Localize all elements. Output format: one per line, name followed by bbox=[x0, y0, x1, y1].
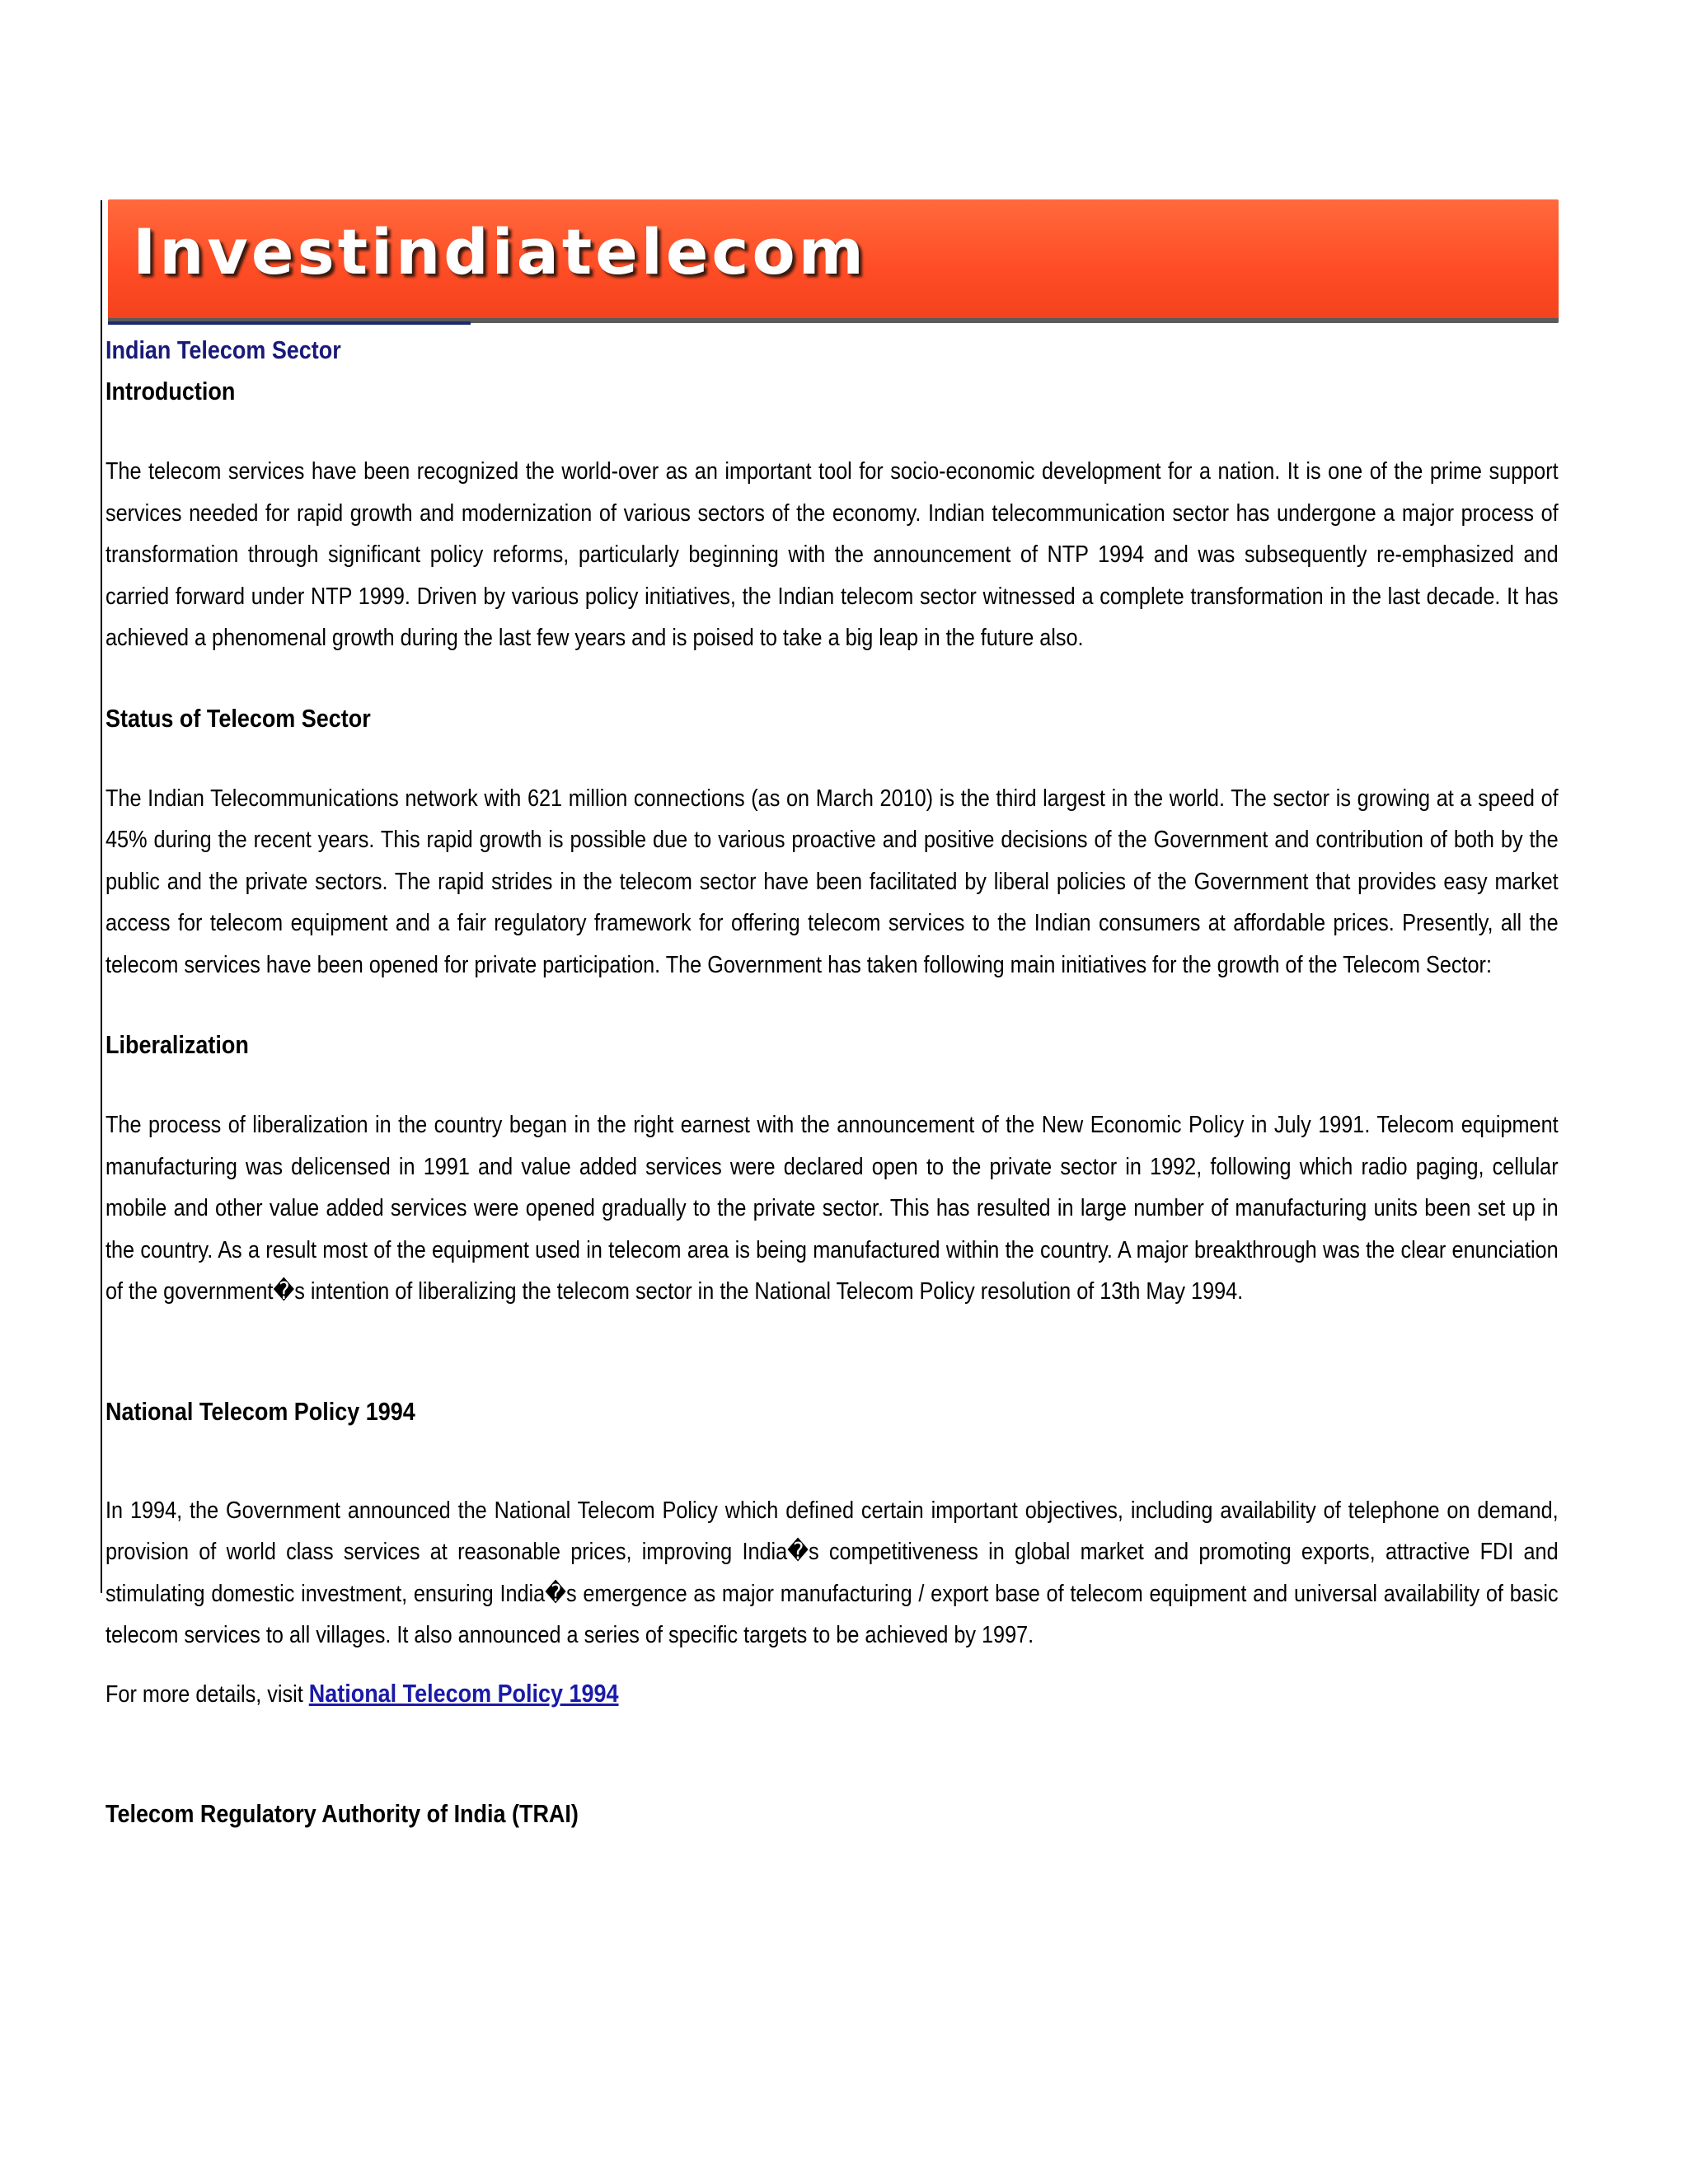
ntp1994-paragraph: In 1994, the Government announced the National Telecom Policy which defined certain important objectives, including availability of telephone on demand, provision of world class services at reasonable prices, improving India�s competitiveness in global market and promoting exports, attractive FDI and stimulating domestic investment, ensuring India�s emergence as major manufacturing / export base of telecom equipment and universal availability of basic telecom services to all villages. It also announced a series of specific targets to be achieved by 1997. bbox=[106, 1497, 1559, 1648]
sector-title: Indian Telecom Sector bbox=[106, 335, 341, 364]
site-banner bbox=[108, 199, 1559, 323]
left-margin-rule bbox=[101, 200, 102, 1593]
document-body bbox=[106, 330, 1559, 1835]
more-details-prefix: For more details, visit bbox=[106, 1680, 309, 1708]
trai-heading: Telecom Regulatory Authority of India (TRAI) bbox=[106, 1799, 579, 1828]
liberalization-heading: Liberalization bbox=[106, 1030, 249, 1059]
status-paragraph: The Indian Telecommunications network with 621 million connections (as on March 2010) is the third largest in the world. The sector is growing at a speed of 45% during the recent years. This rapid growth is possible due to various proactive and positive decisions of the Government and contribution of both by the public and the private sectors. The rapid strides in the telecom sector have been facilitated by liberal policies of the Government that provides easy market access for telecom equipment and a fair regulatory framework for offering telecom services to the Indian consumers at affordable prices. Presently, all the telecom services have been opened for private participation. The Government has taken following main initiatives for the growth of the Telecom Sector: bbox=[106, 785, 1559, 978]
liberalization-paragraph: The process of liberalization in the country began in the right earnest with the announcement of the New Economic Policy in July 1991. Telecom equipment manufacturing was delicensed in 1991 and value added services were declared open to the private sector in 1992, following which radio paging, cellular mobile and other value added services were opened gradually to the private sector. This has resulted in large number of manufacturing units been set up in the country. As a result most of the equipment used in telecom area is being manufactured within the country. A major breakthrough was the clear enunciation of the government�s intention of liberalizing the telecom sector in the National Telecom Policy resolution of 13th May 1994. bbox=[106, 1112, 1559, 1305]
ntp1994-more-details bbox=[106, 1673, 1559, 1716]
ntp1994-heading: National Telecom Policy 1994 bbox=[106, 1396, 415, 1426]
status-heading: Status of Telecom Sector bbox=[106, 703, 371, 733]
introduction-heading: Introduction bbox=[106, 377, 236, 405]
site-logo: Investindiatelecom bbox=[133, 215, 867, 288]
introduction-paragraph: The telecom services have been recognized the world-over as an important tool for socio-economic development for a nation. It is one of the prime support services needed for rapid growth and modernization of various sectors of the economy. Indian telecommunication sector has undergone a major process of transformation through significant policy reforms, particularly beginning with the announcement of NTP 1994 and was subsequently re-emphasized and carried forward under NTP 1999. Driven by various policy initiatives, the Indian telecom sector witnessed a complete transformation in the last decade. It has achieved a phenomenal growth during the last few years and is poised to take a big leap in the future also. bbox=[106, 458, 1559, 651]
ntp1994-link[interactable]: National Telecom Policy 1994 bbox=[308, 1678, 619, 1708]
banner-underline bbox=[108, 321, 471, 325]
